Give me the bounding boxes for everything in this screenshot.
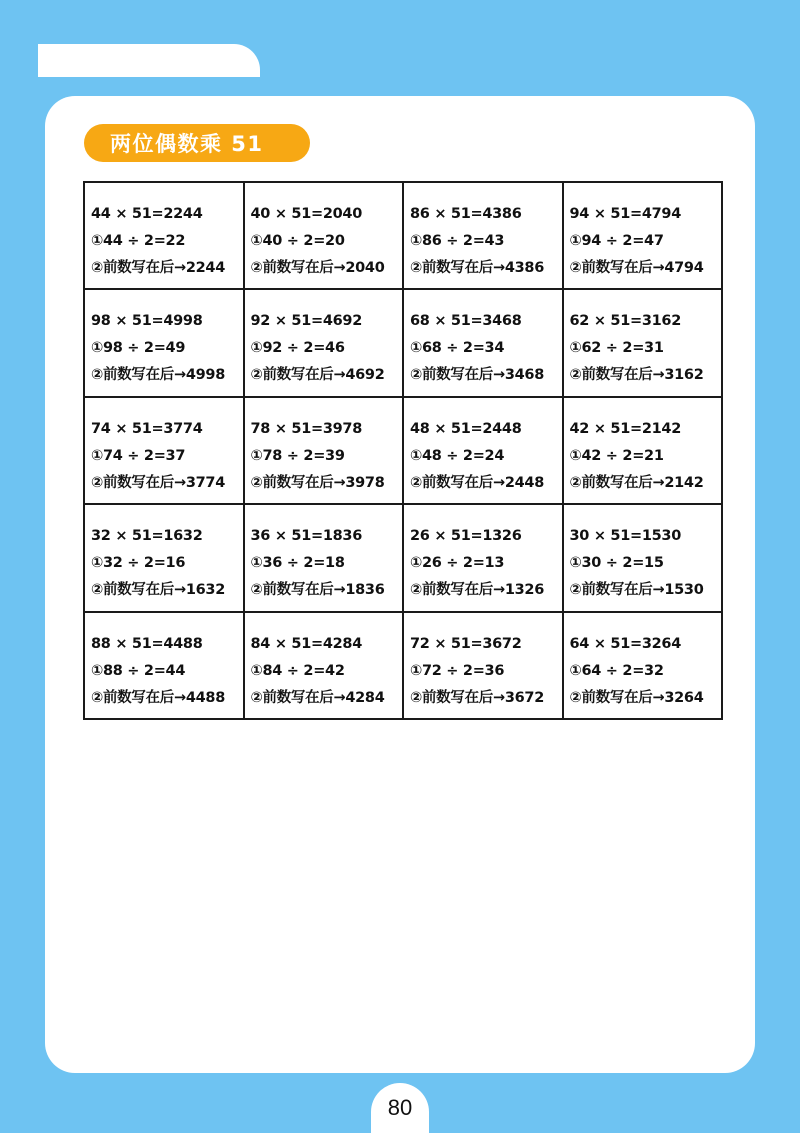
problem-cell [244, 612, 404, 719]
equation-line: 78 × 51=3978 [250, 420, 363, 437]
step2-line: ②前数写在后→4284 [250, 689, 385, 706]
problem-cell [403, 289, 563, 396]
equation-line: 72 × 51=3672 [410, 635, 522, 652]
step1-line: ①86 ÷ 2=43 [410, 233, 505, 249]
step1-line: ①30 ÷ 2=15 [569, 555, 664, 572]
step1-line: ①78 ÷ 2=39 [250, 447, 345, 464]
step1-line: ①42 ÷ 2=21 [569, 447, 664, 464]
step1-line: ①92 ÷ 2=46 [250, 340, 345, 357]
step1-line: ①44 ÷ 2=22 [91, 233, 186, 249]
section-title: 两位偶数乘 51 [84, 124, 310, 162]
equation-line: 62 × 51=3162 [569, 313, 682, 330]
equation-line: 92 × 51=4692 [250, 313, 363, 330]
step2-line: ②前数写在后→2142 [569, 474, 704, 491]
step2-line: ②前数写在后→3264 [569, 689, 704, 706]
step1-line: ①98 ÷ 2=49 [91, 340, 186, 357]
step2-line: ②前数写在后→4794 [569, 260, 704, 276]
equation-line: 44 × 51=2244 [91, 206, 203, 222]
equation-line: 86 × 51=4386 [410, 206, 522, 222]
grid-row [84, 182, 722, 289]
problem-cell [563, 289, 723, 396]
step1-line: ①48 ÷ 2=24 [410, 447, 505, 464]
problem-cell [563, 612, 723, 719]
step2-line: ②前数写在后→4692 [250, 367, 385, 384]
equation-line: 88 × 51=4488 [91, 635, 203, 652]
problem-cell [563, 397, 723, 504]
equation-line: 64 × 51=3264 [569, 635, 682, 652]
problem-cell [403, 397, 563, 504]
step2-line: ②前数写在后→4386 [410, 260, 544, 276]
step2-line: ②前数写在后→3672 [410, 689, 544, 706]
equation-line: 40 × 51=2040 [250, 206, 363, 222]
grid-row [84, 612, 722, 719]
equation-line: 42 × 51=2142 [569, 420, 682, 437]
equation-line: 94 × 51=4794 [569, 206, 682, 222]
step1-line: ①74 ÷ 2=37 [91, 447, 186, 464]
step1-line: ①62 ÷ 2=31 [569, 340, 664, 357]
step2-line: ②前数写在后→1632 [91, 582, 225, 599]
grid-row [84, 289, 722, 396]
step2-line: ②前数写在后→2040 [250, 260, 385, 276]
equation-line: 68 × 51=3468 [410, 313, 522, 330]
step2-line: ②前数写在后→3774 [91, 474, 225, 491]
problem-cell [244, 397, 404, 504]
problem-cell [84, 182, 244, 289]
step2-line: ②前数写在后→4488 [91, 689, 225, 706]
problem-cell [563, 504, 723, 611]
step2-line: ②前数写在后→4998 [91, 367, 225, 384]
equation-line: 98 × 51=4998 [91, 313, 203, 330]
step1-line: ①68 ÷ 2=34 [410, 340, 505, 357]
step1-line: ①72 ÷ 2=36 [410, 662, 505, 679]
equation-line: 26 × 51=1326 [410, 528, 522, 545]
step2-line: ②前数写在后→3468 [410, 367, 544, 384]
page-number: 80 [371, 1083, 429, 1133]
equation-line: 32 × 51=1632 [91, 528, 203, 545]
step1-line: ①32 ÷ 2=16 [91, 555, 186, 572]
equation-line: 74 × 51=3774 [91, 420, 203, 437]
problem-cell [84, 397, 244, 504]
step2-line: ②前数写在后→2448 [410, 474, 544, 491]
step2-line: ②前数写在后→3162 [569, 367, 704, 384]
problem-cell [244, 182, 404, 289]
step2-line: ②前数写在后→2244 [91, 260, 225, 276]
problem-cell [244, 504, 404, 611]
problem-cell [244, 289, 404, 396]
problem-grid [83, 181, 723, 720]
problem-cell [84, 504, 244, 611]
equation-line: 36 × 51=1836 [250, 528, 363, 545]
problem-cell [403, 182, 563, 289]
step1-line: ①64 ÷ 2=32 [569, 662, 664, 679]
step2-line: ②前数写在后→1530 [569, 582, 704, 599]
top-tab [38, 44, 260, 77]
equation-line: 84 × 51=4284 [250, 635, 363, 652]
grid-row [84, 397, 722, 504]
problem-cell [403, 504, 563, 611]
step1-line: ①84 ÷ 2=42 [250, 662, 345, 679]
equation-line: 48 × 51=2448 [410, 420, 522, 437]
step2-line: ②前数写在后→1836 [250, 582, 385, 599]
step1-line: ①88 ÷ 2=44 [91, 662, 186, 679]
problem-cell [563, 182, 723, 289]
grid-row [84, 504, 722, 611]
equation-line: 30 × 51=1530 [569, 528, 682, 545]
problem-cell [84, 289, 244, 396]
step1-line: ①36 ÷ 2=18 [250, 555, 345, 572]
step2-line: ②前数写在后→1326 [410, 582, 544, 599]
step1-line: ①26 ÷ 2=13 [410, 555, 505, 572]
step1-line: ①40 ÷ 2=20 [250, 233, 345, 249]
problem-cell [84, 612, 244, 719]
problem-cell [403, 612, 563, 719]
step2-line: ②前数写在后→3978 [250, 474, 385, 491]
step1-line: ①94 ÷ 2=47 [569, 233, 664, 249]
